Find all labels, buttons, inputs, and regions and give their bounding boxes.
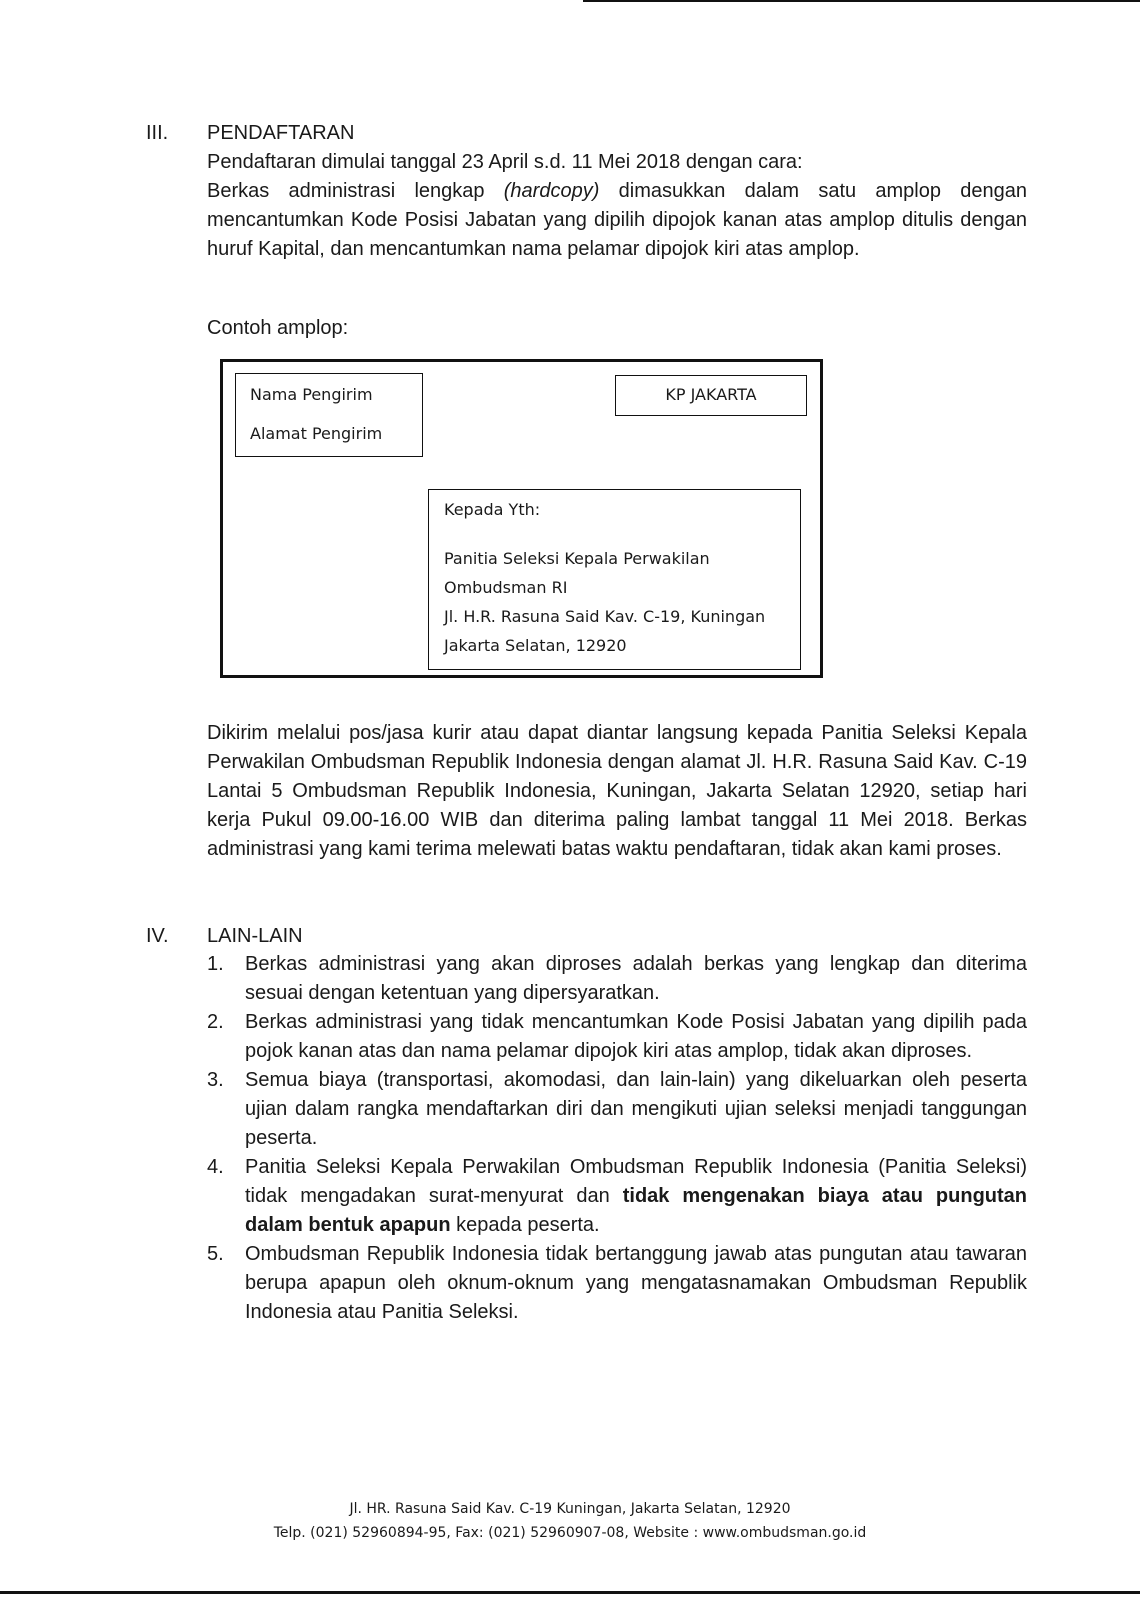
delivery-instructions: Dikirim melalui pos/jasa kurir atau dapat diantar langsung kepada Panitia Seleksi Kepala Perwakilan Ombudsman Republik Indonesia dengan alamat Jl. H.R. Rasuna Said Kav. C-19 Lantai 5 Ombudsman Republik Indonesia, Kuningan, Jakarta Selatan 12920, setiap hari kerja Pukul 09.00-16.00 WIB dan diterima paling lambat tanggal 11 Mei 2018. Berkas administrasi yang kami terima melewati batas waktu pendaftaran, tidak akan kami proses. [207,722,1027,860]
sender-address: Alamat Pengirim [250,424,383,443]
position-code-box [615,375,807,416]
hardcopy-emphasis: (hardcopy) [503,180,600,202]
terms-list [207,950,1027,1327]
section-4-number: IV. [146,925,169,947]
list-item-text: Berkas administrasi yang tidak mencantumkan Kode Posisi Jabatan yang dipilih pada pojok kanan atas dan nama pelamar dipojok kiri atas amplop, tidak akan diproses. [245,1011,1027,1062]
instructions-text-start: Berkas administrasi lengkap [207,180,504,202]
recipient-line: Jakarta Selatan, 12920 [444,636,627,655]
list-item-number: 1. [207,953,224,975]
list-item [207,1008,1027,1066]
list-item-number: 3. [207,1069,224,1091]
list-item-text: Ombudsman Republik Indonesia tidak bertanggung jawab atas pungutan atau tawaran berupa apapun oleh oknum-oknum yang mengatasnamakan Ombudsman Republik Indonesia atau Panitia Seleksi. [245,1243,1027,1323]
list-item [207,1153,1027,1240]
list-item-number: 2. [207,1011,224,1033]
top-rule [583,0,1140,2]
registration-instructions [207,177,1027,264]
list-item-text: Berkas administrasi yang akan diproses adalah berkas yang lengkap dan diterima sesuai dengan ketentuan yang dipersyaratkan. [245,953,1027,1004]
footer [0,1497,1140,1545]
list-item [207,950,1027,1008]
envelope-example-label: Contoh amplop: [207,317,349,339]
recipient-box [428,489,801,670]
list-item-text: Semua biaya (transportasi, akomodasi, dan lain-lain) yang dikeluarkan oleh peserta ujian dalam rangka mendaftarkan diri dan mengikuti ujian seleksi menjadi tanggungan peserta. [245,1069,1027,1149]
recipient-line: Panitia Seleksi Kepala Perwakilan [444,549,710,568]
position-code: KP JAKARTA [665,385,757,404]
recipient-greeting: Kepada Yth: [444,500,541,519]
envelope-example [220,359,823,678]
section-4-title: LAIN-LAIN [207,925,303,947]
section-3-title: PENDAFTARAN [207,122,355,144]
sender-box [235,373,423,457]
section-3-number: III. [146,122,169,144]
recipient-line: Jl. H.R. Rasuna Said Kav. C-19, Kuningan [444,607,766,626]
list-item-number: 5. [207,1243,224,1265]
sender-name: Nama Pengirim [250,385,373,404]
list-item [207,1066,1027,1153]
recipient-line: Ombudsman RI [444,578,568,597]
footer-contact: Telp. (021) 52960894-95, Fax: (021) 52960907-08, Website : www.ombudsman.go.id [273,1525,867,1541]
footer-address: Jl. HR. Rasuna Said Kav. C-19 Kuningan, Jakarta Selatan, 12920 [349,1501,791,1517]
list-item-text-end: kepada peserta. [450,1214,600,1236]
list-item [207,1240,1027,1327]
registration-period-line: Pendaftaran dimulai tanggal 23 April s.d. 11 Mei 2018 dengan cara: [207,151,803,173]
list-item-text-start: Panitia Seleksi Kepala Perwakilan Ombudsman Republik Indonesia (Panitia Seleksi) tidak mengadakan surat-menyurat dan [245,1156,1027,1207]
instructions-text-end: dimasukkan dalam satu amplop dengan mencantumkan Kode Posisi Jabatan yang dipilih dipojok kanan atas amplop ditulis dengan huruf Kapital, dan mencantumkan nama pelamar dipojok kiri atas amplop. [207,180,1027,260]
no-fee-emphasis: tidak mengenakan biaya atau pungutan dalam bentuk apapun [245,1185,1027,1236]
list-item-number: 4. [207,1156,224,1178]
section-3-body [207,148,1027,264]
bottom-rule [0,1591,1140,1594]
